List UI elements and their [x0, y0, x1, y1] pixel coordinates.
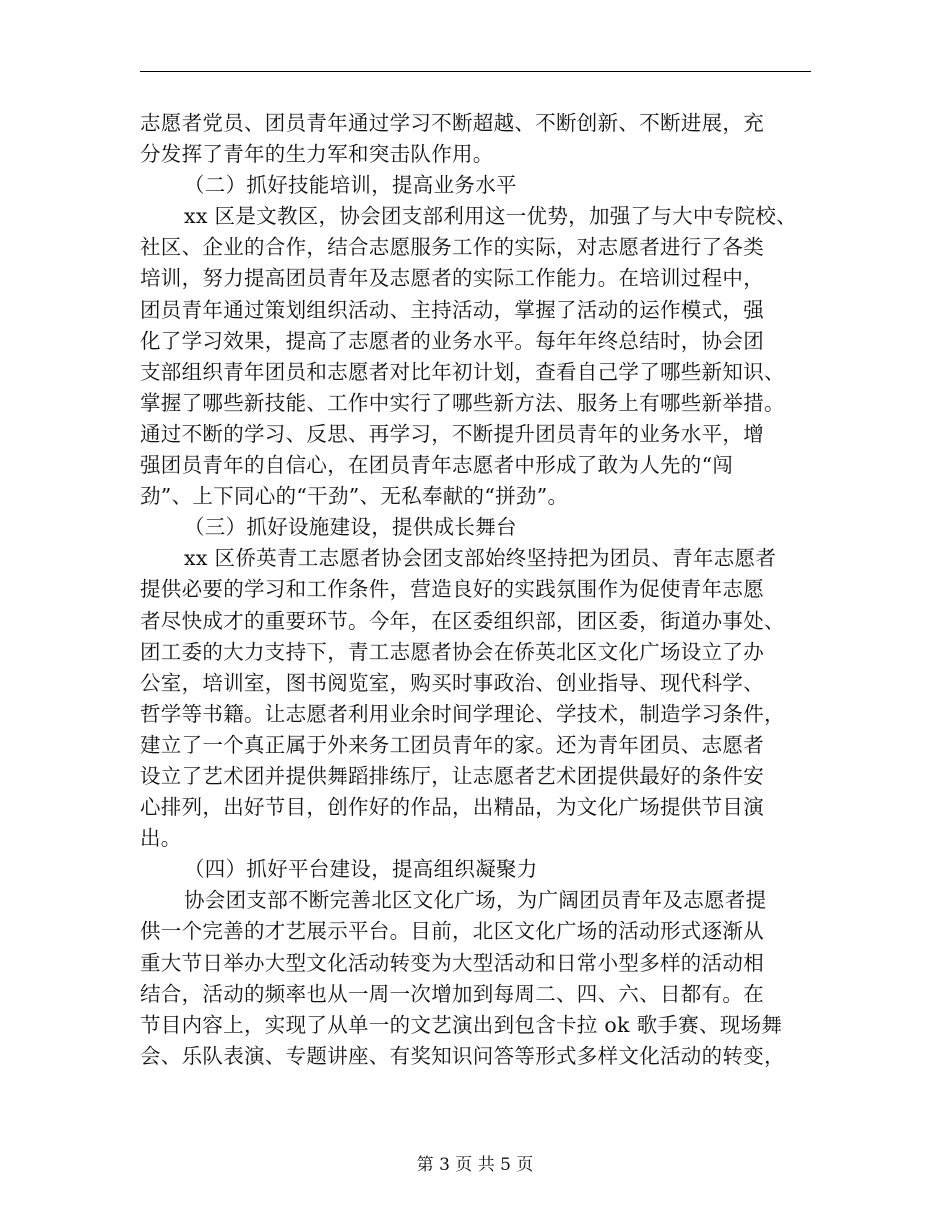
text-line: 出。 — [140, 826, 182, 851]
text-line: 支部组织青年团员和志愿者对比年初计划，查看自己学了哪些新知识、 — [140, 359, 785, 384]
text-line: 劲”、上下同心的“干劲”、无私奉献的“拼劲”。 — [140, 484, 569, 509]
section-heading: （二）抓好技能培训，提高业务水平 — [184, 173, 517, 198]
page-footer: 第 3 页 共 5 页 — [416, 1155, 534, 1175]
text-line: 建立了一个真正属于外来务工团员青年的家。还为青年团员、志愿者 — [140, 732, 764, 757]
text-line: 通过不断的学习、反思、再学习，不断提升团员青年的业务水平，增 — [140, 421, 764, 446]
text-line: 哲学等书籍。让志愿者利用业余时间学理论、学技术，制造学习条件， — [140, 701, 785, 726]
document-body — [140, 108, 830, 1072]
text-line: 分发挥了青年的生力军和突击队作用。 — [140, 142, 494, 167]
text-line: 掌握了哪些新技能、工作中实行了哪些新方法、服务上有哪些新举措。 — [140, 390, 785, 415]
text-line: 志愿者党员、团员青年通过学习不断超越、不断创新、不断进展，充 — [140, 111, 764, 135]
text-line: 协会团支部不断完善北区文化广场，为广阔团员青年及志愿者提 — [184, 888, 767, 913]
text-line: 团员青年通过策划组织活动、主持活动，掌握了活动的运作模式，强 — [140, 297, 764, 322]
text-line: 节目内容上，实现了从单一的文艺演出到包含卡拉 ok 歌手赛、现场舞 — [140, 1012, 783, 1037]
text-line: xx 区侨英青工志愿者协会团支部始终坚持把为团员、青年志愿者 — [184, 546, 777, 571]
text-line: 结合，活动的频率也从一周一次增加到每周二、四、六、日都有。在 — [140, 981, 764, 1006]
text-line: 社区、企业的合作，结合志愿服务工作的实际，对志愿者进行了各类 — [140, 235, 764, 260]
text-line: 团工委的大力支持下，青工志愿者协会在侨英北区文化广场设立了办 — [140, 639, 764, 664]
text-line: 化了学习效果，提高了志愿者的业务水平。每年年终总结时，协会团 — [140, 328, 764, 353]
text-line: 培训，努力提高团员青年及志愿者的实际工作能力。在培训过程中， — [140, 266, 764, 291]
section-heading: （三）抓好设施建设，提供成长舞台 — [184, 515, 517, 540]
text-line: 强团员青年的自信心，在团员青年志愿者中形成了敢为人先的“闯 — [140, 453, 734, 478]
text-line: 者尽快成才的重要环节。今年，在区委组织部，团区委，街道办事处、 — [140, 608, 785, 633]
text-line: xx 区是文教区，协会团支部利用这一优势，加强了与大中专院校、 — [184, 204, 797, 229]
text-line: 会、乐队表演、专题讲座、有奖知识问答等形式多样文化活动的转变， — [140, 1043, 785, 1068]
text-line: 设立了艺术团并提供舞蹈排练厅，让志愿者艺术团提供最好的条件安 — [140, 763, 764, 788]
header-rule — [140, 71, 811, 72]
section-heading: （四）抓好平台建设，提高组织凝聚力 — [184, 857, 538, 882]
text-line: 公室，培训室，图书阅览室，购买时事政治、创业指导、现代科学、 — [140, 670, 764, 695]
text-line: 供一个完善的才艺展示平台。目前，北区文化广场的活动形式逐渐从 — [140, 919, 764, 944]
text-line: 重大节日举办大型文化活动转变为大型活动和日常小型多样的活动相 — [140, 950, 764, 975]
text-line: 提供必要的学习和工作条件，营造良好的实践氛围作为促使青年志愿 — [140, 577, 764, 602]
text-line: 心排列，出好节目，创作好的作品，出精品，为文化广场提供节目演 — [140, 795, 764, 820]
